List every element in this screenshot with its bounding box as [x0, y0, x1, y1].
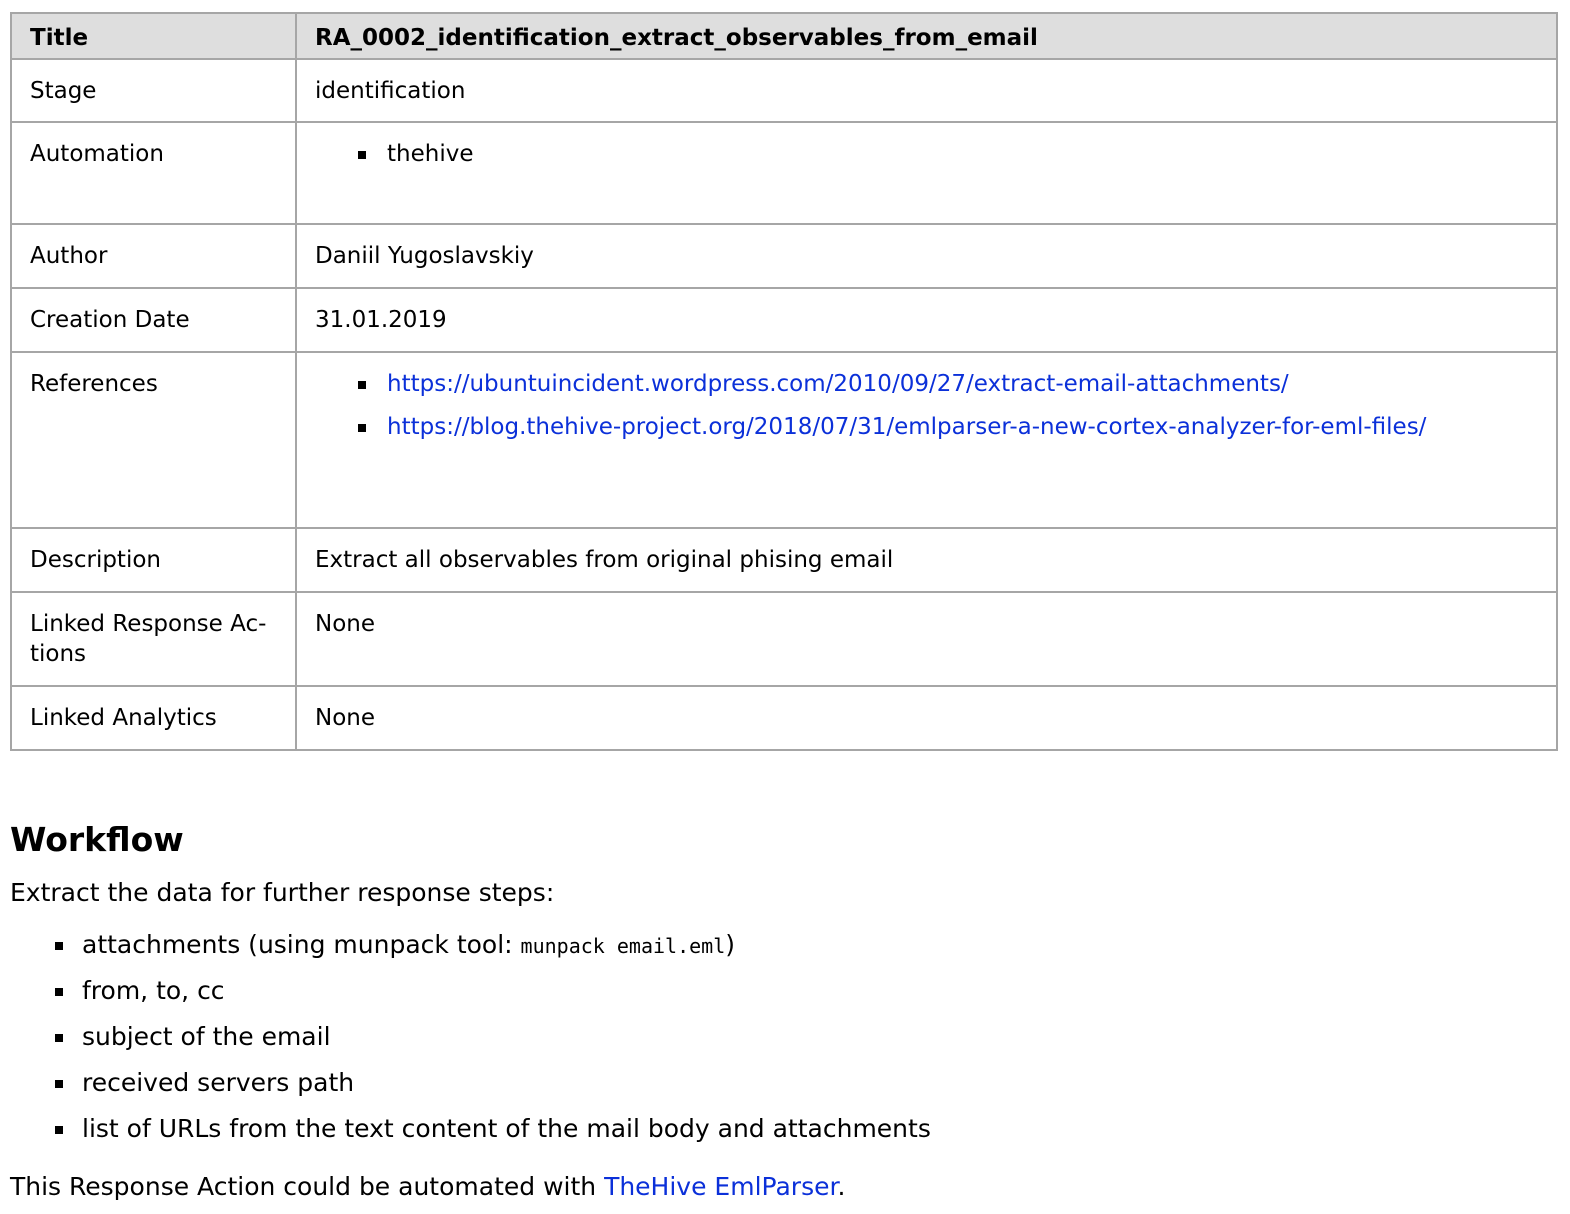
table-row-creation-date: [11, 288, 1557, 352]
description-key: Description: [11, 528, 296, 592]
title-value: RA_0002_identification_extract_observables_from_email: [296, 13, 1557, 59]
step-from-to-cc: from, to, cc: [82, 976, 225, 1005]
square-bullet-icon: [55, 1080, 63, 1088]
automation-key: Automation: [11, 122, 296, 224]
linked-response-actions-key-line2: tions: [30, 641, 87, 667]
metadata-table: [10, 12, 1558, 751]
creation-date-key: Creation Date: [11, 288, 296, 352]
references-list: [315, 369, 1538, 442]
table-row-references: [11, 352, 1557, 528]
workflow-steps-list: [10, 928, 931, 1158]
step-subject: subject of the email: [82, 1022, 331, 1051]
stage-key: Stage: [11, 59, 296, 122]
table-row-stage: [11, 59, 1557, 122]
linked-analytics-value: None: [296, 686, 1557, 750]
thehive-emlparser-link[interactable]: TheHive EmlParser: [604, 1172, 838, 1201]
table-row-author: [11, 224, 1557, 288]
linked-response-actions-value: None: [296, 592, 1557, 686]
workflow-intro: Extract the data for further response steps:: [10, 878, 555, 907]
list-item: [315, 369, 1538, 399]
square-bullet-icon: [55, 942, 63, 950]
table-row-automation: [11, 122, 1557, 224]
square-bullet-icon: [358, 424, 366, 432]
automation-item-label: thehive: [387, 141, 474, 167]
description-value: Extract all observables from original phising email: [296, 528, 1557, 592]
linked-response-actions-key: [11, 592, 296, 686]
list-item: [10, 1112, 931, 1158]
stage-value: identification: [296, 59, 1557, 122]
munpack-command-code: munpack email.eml: [520, 934, 726, 958]
reference-link-2[interactable]: https://blog.thehive-project.org/2018/07/31/emlparser-a-new-cortex-analyzer-for-eml-files/: [387, 414, 1427, 440]
table-row-linked-response-actions: [11, 592, 1557, 686]
square-bullet-icon: [358, 151, 366, 159]
linked-analytics-key: Linked Analytics: [11, 686, 296, 750]
title-key: Title: [11, 13, 296, 59]
references-key: References: [11, 352, 296, 528]
step-attachments-prefix: attachments (using munpack tool:: [82, 930, 521, 959]
table-row-description: [11, 528, 1557, 592]
square-bullet-icon: [55, 1034, 63, 1042]
list-item: [10, 928, 931, 974]
automation-value: [296, 122, 1557, 224]
list-item: [10, 1066, 931, 1112]
step-received-servers: received servers path: [82, 1068, 355, 1097]
references-value: [296, 352, 1557, 528]
list-item: [315, 412, 1538, 442]
automation-note: [10, 1170, 845, 1204]
step-attachments-suffix: ): [725, 930, 735, 959]
linked-response-actions-key-line1: Linked Response Ac-: [30, 611, 267, 637]
reference-link-1[interactable]: https://ubuntuincident.wordpress.com/2010/09/27/extract-email-attachments/: [387, 371, 1289, 397]
table-row-linked-analytics: [11, 686, 1557, 750]
square-bullet-icon: [55, 1126, 63, 1134]
table-header-row: [11, 13, 1557, 59]
author-key: Author: [11, 224, 296, 288]
workflow-heading: Workflow: [10, 820, 184, 859]
author-value: Daniil Yugoslavskiy: [296, 224, 1557, 288]
square-bullet-icon: [55, 988, 63, 996]
step-list-of-urls: list of URLs from the text content of the mail body and attachments: [82, 1114, 931, 1143]
list-item: [10, 974, 931, 1020]
list-item: [315, 139, 1538, 169]
creation-date-value: 31.01.2019: [296, 288, 1557, 352]
list-item: [10, 1020, 931, 1066]
automation-note-prefix: This Response Action could be automated with: [10, 1172, 605, 1201]
automation-list: [315, 139, 1538, 169]
automation-note-suffix: .: [837, 1172, 846, 1201]
square-bullet-icon: [358, 381, 366, 389]
